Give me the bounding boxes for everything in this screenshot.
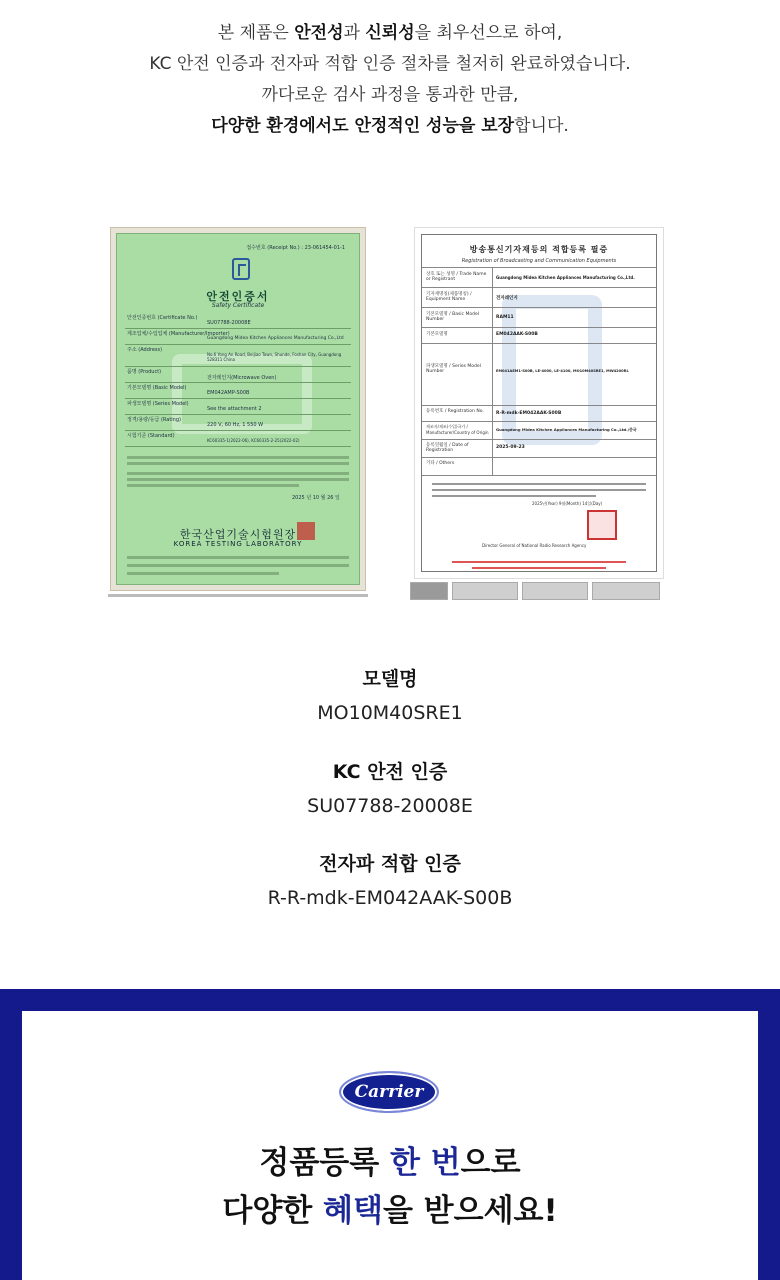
certificate-title: 안전인증서 [206, 290, 270, 303]
official-seal-icon [297, 522, 315, 540]
cert-field-label: 제조업체/수입업체 (Manufacturer/Importer) [127, 331, 230, 337]
page-thumbnail [592, 582, 660, 600]
intro-line-1: 본 제품은 안전성과 신뢰성을 최우선으로 하여, [217, 23, 563, 43]
official-stamp-icon [587, 510, 617, 540]
emphasis-safety: 안전성 [294, 23, 344, 43]
emc-row-value: Guangdong Midea Kitchen Appliances Manufacturing Co.,Ltd./중국 [496, 427, 637, 432]
promo-line-1: 정품등록 한 번으로 [259, 1145, 521, 1181]
emc-registration-certificate-image [414, 227, 664, 579]
receipt-number: 접수번호 (Receipt No.) : 23-061454-01-1 [246, 245, 345, 251]
emc-row-label: 기타 / Others [426, 461, 455, 466]
emc-row-value: EM041AEM1-S00B, LE-4000, LE-4100, MO10M40SRE1, MW4200RL [496, 369, 629, 373]
promo-highlight-benefits: 혜택 [323, 1193, 383, 1229]
promo-line-2: 다양한 혜택을 받으세요! [222, 1193, 558, 1229]
emc-row-label: 기본모델명 [426, 332, 448, 337]
page-thumbnail [452, 582, 518, 600]
cert-field-label: 정격/용량/등급 (Rating) [127, 417, 181, 423]
emc-row-label: 기본모델명 / Basic Model Number [426, 312, 479, 322]
spec-value: MO10M40SRE1 [317, 702, 463, 724]
cert-field-value: No.6 Yong An Road, Beijiao Town, Shunde, Foshan City, Guangdong 528311 China [207, 352, 342, 362]
emc-row-value: 2025-09-23 [496, 445, 525, 450]
certificate-footer-line [108, 594, 368, 597]
issuer-name-ko: 한국산업기술시험원장 [179, 528, 297, 541]
intro-line-3: 까다로운 검사 과정을 통과한 만큼, [261, 85, 519, 105]
emc-row-value: EM042AAK-S00B [496, 332, 538, 337]
certificate-subtitle: Safety Certificate [211, 302, 265, 309]
certificate-page-thumbnails [410, 582, 662, 600]
spec-kc-safety [0, 759, 780, 819]
cert-field-value: KC60335-1(2022-06), KC60335-2-25(2022-02) [207, 438, 300, 443]
emc-row-label: 등록번호 / Registration No. [426, 409, 484, 414]
cert-field-value: 220 V, 60 Hz, 1 550 W [207, 422, 264, 428]
spec-label: KC 안전 인증 [332, 761, 448, 783]
emc-row-label: 제조자/제조(수입)국가 / Manufacturer/Country of Origin [426, 424, 489, 435]
page-thumbnail [410, 582, 448, 600]
emc-row-label: 상호 또는 성명 / Trade Name or Registrant [426, 272, 487, 282]
emc-issue-date: 2025년(Year) 9월(Month) 14일(Day) [532, 501, 603, 506]
emc-row-value: 전자레인지 [496, 296, 518, 301]
emphasis-reliability: 신뢰성 [365, 23, 415, 43]
cert-field-label: 품명 (Product) [127, 369, 162, 375]
cert-field-value: Guangdong Midea Kitchen Appliances Manufacturing Co.,Ltd [207, 336, 344, 341]
certificate-title: 방송통신기자재등의 적합등록 필증 [469, 245, 609, 254]
cert-field-label: 파생모델명 (Series Model) [127, 401, 189, 407]
emc-row-label: 파생모델명 / Series Model Number [426, 364, 481, 374]
kc-safety-certificate-image [110, 227, 366, 591]
spec-label: 모델명 [362, 668, 418, 690]
cert-field-value: 전자레인지(Microwave Oven) [207, 375, 277, 381]
intro-line-2: KC 안전 인증과 전자파 적합 인증 절차를 철저히 완료하였습니다. [149, 54, 631, 74]
emc-issuer: Director General of National Radio Research Agency [482, 543, 587, 548]
spec-label: 전자파 적합 인증 [319, 853, 461, 875]
spec-emc [0, 851, 780, 911]
emc-row-label: 기자재명칭(제품명칭) / Equipment Name [426, 292, 472, 302]
emc-row-label: 등록연월일 / Date of Registration [426, 443, 469, 453]
cert-field-label: 시험기준 (Standard) [127, 433, 175, 439]
emc-row-value: R-R-mdk-EM042AAK-S00B [496, 411, 562, 416]
intro-line-4: 다양한 환경에서도 안정적인 성능을 보장합니다. [211, 116, 569, 136]
promo-highlight-once: 한 번 [389, 1145, 461, 1181]
emc-row-value: RAM11 [496, 315, 514, 320]
cert-field-value: EM042AMP-S00B [207, 390, 250, 396]
spec-model [0, 666, 780, 726]
certificate-date: 2025 년 10 월 26 일 [292, 495, 340, 501]
cert-field-value: SU07788-20008E [207, 320, 251, 326]
spec-value: R-R-mdk-EM042AAK-S00B [267, 887, 513, 909]
kc-mark-icon [232, 258, 250, 280]
certificate-subtitle: Registration of Broadcasting and Communication Equipments [461, 258, 617, 264]
cert-field-label: 주소 (Address) [127, 347, 163, 353]
intro-text [0, 18, 780, 142]
cert-field-label: 안전인증번호 (Certificate No.) [127, 315, 198, 321]
page-thumbnail [522, 582, 588, 600]
cert-field-value: See the attachment 2 [207, 406, 262, 412]
spec-value: SU07788-20008E [307, 795, 473, 817]
cert-field-label: 기본모델명 (Basic Model) [127, 385, 187, 391]
carrier-logo: Carrier [339, 1071, 439, 1113]
emc-row-value: Guangdong Midea Kitchen Appliances Manufacturing Co.,Ltd. [496, 275, 635, 280]
issuer-name-en: KOREA TESTING LABORATORY [173, 540, 303, 548]
